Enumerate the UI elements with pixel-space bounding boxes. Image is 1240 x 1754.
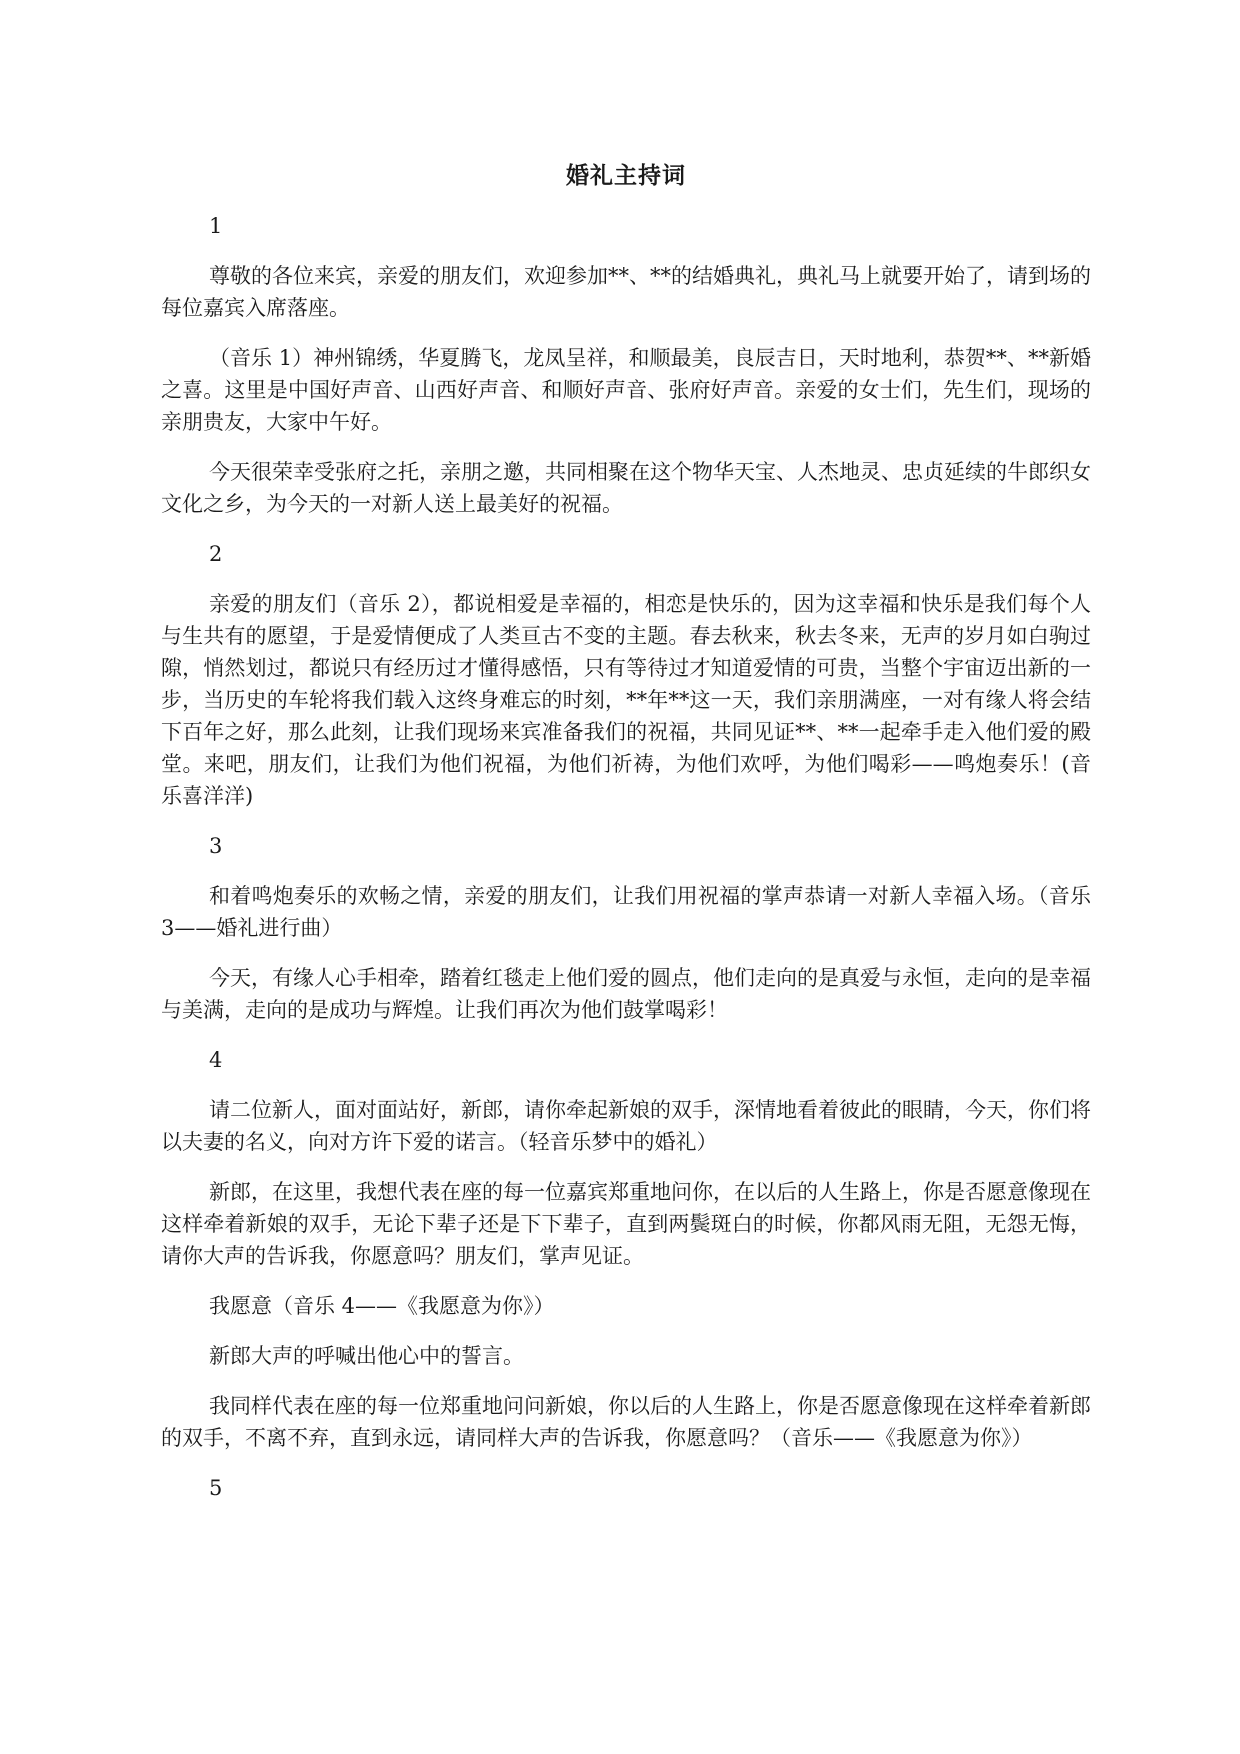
paragraph: （音乐 1）神州锦绣，华夏腾飞，龙凤呈祥，和顺最美，良辰吉日，天时地利，恭贺**、**新婚之喜。这里是中国好声音、山西好声音、和顺好声音、张府好声音。亲爱的女士们，先生们，现场的亲朋贵友，大家中午好。 [161,346,1091,434]
section-number-5: 5 [209,1476,223,1500]
paragraph: 亲爱的朋友们（音乐 2），都说相爱是幸福的，相恋是快乐的，因为这幸福和快乐是我们每个人与生共有的愿望，于是爱情便成了人类亘古不变的主题。春去秋来，秋去冬来，无声的岁月如白驹过隙，悄然划过，都说只有经历过才懂得感悟，只有等待过才知道爱情的可贵，当整个宇宙迈出新的一步，当历史的车轮将我们载入这终身难忘的时刻，**年**这一天，我们亲朋满座，一对有缘人将会结下百年之好，那么此刻，让我们现场来宾准备我们的祝福，共同见证**、**一起牵手走入他们爱的殿堂。来吧，朋友们，让我们为他们祝福，为他们祈祷，为他们欢呼，为他们喝彩——鸣炮奏乐！(音乐喜洋洋) [161,592,1091,808]
document-body [161,210,1091,1504]
paragraph: 新郎大声的呼喊出他心中的誓言。 [209,1344,524,1368]
section-number-3: 3 [209,834,223,858]
paragraph: 今天很荣幸受张府之托，亲朋之邀，共同相聚在这个物华天宝、人杰地灵、忠贞延续的牛郎织女文化之乡，为今天的一对新人送上最美好的祝福。 [161,460,1091,516]
document-page [161,160,1091,1522]
paragraph: 我愿意（音乐 4——《我愿意为你》） [209,1294,555,1318]
section-number-4: 4 [209,1048,223,1072]
section-number-1: 1 [209,214,223,238]
paragraph: 我同样代表在座的每一位郑重地问问新娘，你以后的人生路上，你是否愿意像现在这样牵着新郎的双手，不离不弃，直到永远，请同样大声的告诉我，你愿意吗？（音乐——《我愿意为你》） [161,1394,1091,1450]
section-number-2: 2 [209,542,223,566]
paragraph: 新郎，在这里，我想代表在座的每一位嘉宾郑重地问你，在以后的人生路上，你是否愿意像现在这样牵着新娘的双手，无论下辈子还是下下辈子，直到两鬓斑白的时候，你都风雨无阻，无怨无悔，请你大声的告诉我，你愿意吗？朋友们，掌声见证。 [161,1180,1091,1268]
paragraph: 请二位新人，面对面站好，新郎，请你牵起新娘的双手，深情地看着彼此的眼睛，今天，你们将以夫妻的名义，向对方许下爱的诺言。（轻音乐梦中的婚礼） [161,1098,1091,1154]
paragraph: 和着鸣炮奏乐的欢畅之情，亲爱的朋友们，让我们用祝福的掌声恭请一对新人幸福入场。（音乐 3——婚礼进行曲） [161,884,1091,940]
paragraph: 尊敬的各位来宾，亲爱的朋友们，欢迎参加**、**的结婚典礼，典礼马上就要开始了，请到场的每位嘉宾入席落座。 [161,264,1091,320]
paragraph: 今天，有缘人心手相牵，踏着红毯走上他们爱的圆点，他们走向的是真爱与永恒，走向的是幸福与美满，走向的是成功与辉煌。让我们再次为他们鼓掌喝彩！ [161,966,1091,1022]
document-title: 婚礼主持词 [566,162,686,189]
